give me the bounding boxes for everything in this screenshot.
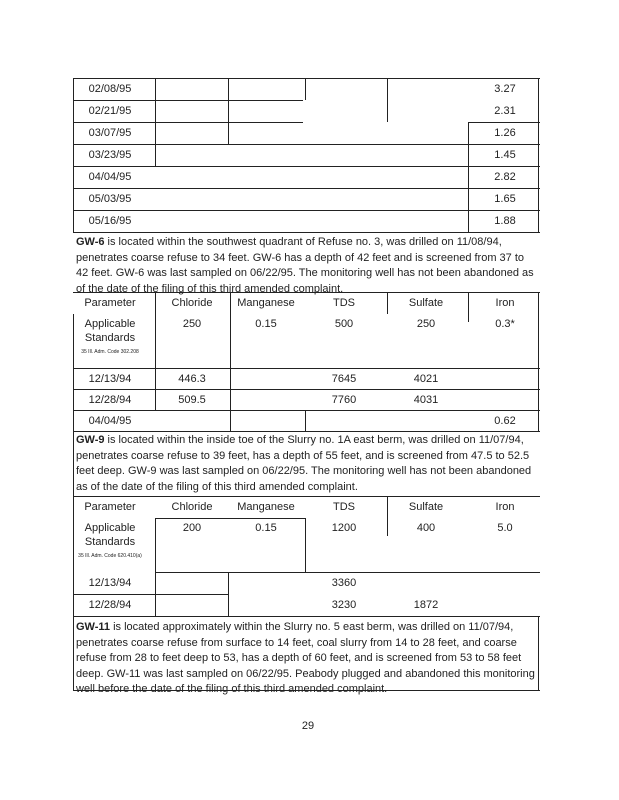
standard-value: 500 xyxy=(334,318,354,330)
gw6-paragraph xyxy=(76,235,538,297)
date-cell: 12/13/94 xyxy=(88,577,132,589)
date-cell: 02/21/95 xyxy=(88,105,132,117)
gw9-label: GW-9 xyxy=(76,434,105,446)
iron-value: 3.27 xyxy=(494,83,516,95)
rule xyxy=(305,78,306,100)
rule xyxy=(155,518,305,519)
rule xyxy=(230,292,231,432)
measurement-value: 4031 xyxy=(413,394,439,406)
rule xyxy=(73,432,74,496)
date-cell: 04/04/95 xyxy=(88,171,132,183)
column-header: Sulfate xyxy=(408,297,444,309)
gw11-paragraph xyxy=(76,620,538,698)
iron-value: 1.26 xyxy=(494,127,516,139)
rule xyxy=(73,78,74,232)
standards-label: Applicable xyxy=(84,522,136,534)
iron-value: 1.45 xyxy=(494,149,516,161)
standard-value: 1200 xyxy=(331,522,357,534)
standards-citation: 35 Ill. Adm. Code 620.410(a) xyxy=(78,553,142,559)
standard-value: 0.3* xyxy=(495,318,515,330)
column-header: Parameter xyxy=(84,297,136,309)
rule xyxy=(468,122,469,232)
measurement-value: 7760 xyxy=(331,394,357,406)
rule xyxy=(73,389,540,390)
rule xyxy=(305,410,306,432)
iron-value: 1.88 xyxy=(494,215,516,227)
date-cell: 12/13/94 xyxy=(88,373,132,385)
rule xyxy=(73,166,540,167)
date-cell: 05/03/95 xyxy=(88,193,132,205)
rule xyxy=(228,572,229,616)
rule xyxy=(73,188,540,189)
rule xyxy=(155,518,156,616)
gw11-label: GW-11 xyxy=(76,621,111,633)
measurement-value: 4021 xyxy=(413,373,439,385)
gw6-text: is located within the southwest quadrant of Refuse no. 3, was drilled on 11/08/94, penetrates coarse refuse to 34 feet. GW-6 has a depth of 42 feet and is screened from 37 to 42 feet. GW-6 was last sampled on 06/22/95. The monitoring well has not been abandoned as of the date of the filing of this third amended complaint. xyxy=(76,236,534,295)
rule xyxy=(538,616,539,690)
rule xyxy=(155,78,156,166)
column-header: Parameter xyxy=(84,501,136,513)
rule xyxy=(73,232,540,233)
rule xyxy=(73,368,540,369)
rule xyxy=(73,78,540,79)
standards-label: Applicable xyxy=(84,318,136,330)
date-cell: 03/07/95 xyxy=(88,127,132,139)
rule xyxy=(73,210,540,211)
date-cell: 04/04/95 xyxy=(88,415,132,427)
rule xyxy=(73,431,540,432)
column-header: Chloride xyxy=(171,501,213,513)
measurement-value: 3360 xyxy=(331,577,357,589)
rule xyxy=(538,292,539,432)
standard-value: 400 xyxy=(416,522,436,534)
rule xyxy=(387,496,388,536)
rule xyxy=(155,572,540,573)
gw6-label: GW-6 xyxy=(76,236,105,248)
column-header: Chloride xyxy=(171,297,213,309)
column-header: Manganese xyxy=(237,297,295,309)
gw11-text: is located approximately within the Slurry no. 5 east berm, was drilled on 11/07/94, penetrates coarse refuse from surface to 14 feet, coal slurry from 14 to 28 feet, and coarse refuse from 28 to feet deep to 53, has a depth of 60 feet, and is screened from 53 to 58 feet deep. GW-11 was last sampled on 06/22/95. Peabody plugged and abandoned this monitoring well before the date of the filing of this third amended complaint. xyxy=(76,621,535,695)
date-cell: 12/28/94 xyxy=(88,394,132,406)
date-cell: 02/08/95 xyxy=(88,83,132,95)
column-header: TDS xyxy=(333,297,355,309)
rule xyxy=(73,496,540,497)
rule xyxy=(305,518,306,572)
iron-value: 2.82 xyxy=(494,171,516,183)
rule xyxy=(73,144,540,145)
standard-value: 0.15 xyxy=(255,522,277,534)
standards-label: Standards xyxy=(84,332,136,344)
gw9-paragraph xyxy=(76,433,538,495)
rule xyxy=(387,78,388,122)
rule xyxy=(73,496,74,690)
iron-value: 2.31 xyxy=(494,105,516,117)
page-number: 29 xyxy=(301,720,315,732)
standards-citation: 35 Ill. Adm. Code 302.208 xyxy=(81,349,139,355)
iron-value: 1.65 xyxy=(494,193,516,205)
measurement-value: 446.3 xyxy=(178,373,206,385)
column-header: TDS xyxy=(333,501,355,513)
standard-value: 250 xyxy=(416,318,436,330)
standards-label: Standards xyxy=(84,536,136,548)
rule xyxy=(228,78,229,144)
measurement-value: 1872 xyxy=(413,599,439,611)
rule xyxy=(73,616,540,617)
column-header: Manganese xyxy=(237,501,295,513)
gw9-text: is located within the inside toe of the Slurry no. 1A east berm, was drilled on 11/07/94, penetrates coarse refuse to 39 feet, has a depth of 55 feet, and is screened from 47.5 to 52.5 feet deep. GW-9 was last sampled on 06/22/95. The monitoring well has not been abandoned as of the date of the filing of this third amended complaint. xyxy=(76,434,532,493)
rule xyxy=(538,78,539,232)
measurement-value: 0.62 xyxy=(494,415,516,427)
standard-value: 200 xyxy=(182,522,202,534)
standard-value: 250 xyxy=(182,318,202,330)
rule xyxy=(73,100,303,101)
column-header: Iron xyxy=(495,297,515,309)
rule xyxy=(468,122,540,123)
rule xyxy=(73,314,74,432)
rule xyxy=(73,410,540,411)
date-cell: 12/28/94 xyxy=(88,599,132,611)
rule xyxy=(73,594,228,595)
rule xyxy=(73,122,303,123)
date-cell: 05/16/95 xyxy=(88,215,132,227)
measurement-value: 509.5 xyxy=(178,394,206,406)
standard-value: 5.0 xyxy=(497,522,513,534)
date-cell: 03/23/95 xyxy=(88,149,132,161)
column-header: Iron xyxy=(495,501,515,513)
measurement-value: 7645 xyxy=(331,373,357,385)
column-header: Sulfate xyxy=(408,501,444,513)
standard-value: 0.15 xyxy=(255,318,277,330)
rule xyxy=(155,292,156,410)
measurement-value: 3230 xyxy=(331,599,357,611)
